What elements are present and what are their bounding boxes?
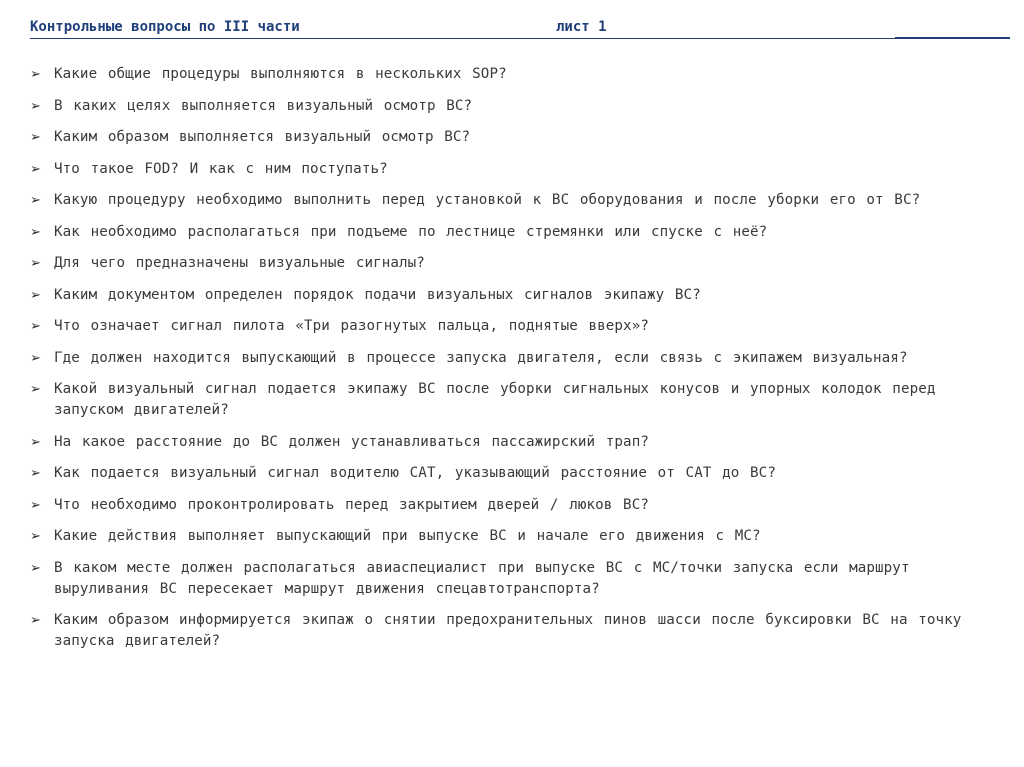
arrow-bullet-icon: ➢	[30, 287, 41, 303]
question-text: Где должен находится выпускающий в процессе запуска двигателя, если связь с экипажем визуальная?	[54, 349, 908, 366]
arrow-bullet-icon: ➢	[30, 560, 41, 576]
arrow-bullet-icon: ➢	[30, 319, 41, 334]
arrow-bullet-icon: ➢	[30, 382, 41, 397]
question-item	[30, 127, 990, 148]
question-item	[30, 190, 990, 211]
arrow-bullet-icon: ➢	[30, 193, 41, 208]
page-header	[30, 19, 1010, 39]
question-text: Что необходимо проконтролировать перед закрытием дверей / люков ВС?	[54, 496, 649, 513]
sheet-number: лист 1	[556, 19, 607, 35]
question-item	[30, 159, 990, 180]
arrow-bullet-icon: ➢	[30, 130, 41, 145]
question-item	[30, 348, 990, 369]
question-item	[30, 610, 990, 652]
question-text: Что такое FOD? И как с ним поступать?	[54, 160, 388, 177]
question-text: В каких целях выполняется визуальный осмотр ВС?	[54, 97, 473, 114]
arrow-bullet-icon: ➢	[30, 224, 41, 240]
arrow-bullet-icon: ➢	[30, 350, 41, 366]
arrow-bullet-icon: ➢	[30, 466, 41, 481]
header-divider-accent	[895, 37, 1010, 39]
question-text: Какую процедуру необходимо выполнить перед установкой к ВС оборудования и после уборки его от ВС?	[54, 192, 921, 208]
arrow-bullet-icon: ➢	[30, 613, 41, 628]
question-text: Каким образом информируется экипаж о снятии предохранительных пинов шасси после буксировки ВС на точку запуска двигателей?	[54, 612, 962, 649]
question-text: Какие действия выполняет выпускающий при выпуске ВС и начале его движения с МС?	[54, 528, 761, 544]
question-item	[30, 253, 990, 274]
question-text: В каком месте должен располагаться авиаспециалист при выпуске ВС с МС/точки запуска если маршрут выруливания ВС пересекает маршрут движения спецавтотранспорта?	[54, 559, 910, 597]
arrow-bullet-icon: ➢	[30, 434, 41, 450]
arrow-bullet-icon: ➢	[30, 67, 41, 82]
question-text: Как подается визуальный сигнал водителю САТ, указывающий расстояние от САТ до ВС?	[54, 465, 776, 481]
question-item	[30, 64, 990, 85]
page-title: Контрольные вопросы по III части	[30, 19, 300, 35]
question-item	[30, 222, 990, 243]
question-text: Для чего предназначены визуальные сигналы?	[54, 255, 425, 271]
question-item	[30, 558, 990, 600]
question-text: Какой визуальный сигнал подается экипажу ВС после уборки сигнальных конусов и упорных колодок перед запуском двигателей?	[54, 381, 936, 418]
arrow-bullet-icon: ➢	[30, 98, 41, 114]
question-text: Каким образом выполняется визуальный осмотр ВС?	[54, 129, 471, 145]
arrow-bullet-icon: ➢	[30, 161, 41, 177]
question-item	[30, 96, 990, 117]
question-item	[30, 285, 990, 306]
header-divider	[30, 38, 1010, 39]
arrow-bullet-icon: ➢	[30, 529, 41, 544]
question-item	[30, 463, 990, 484]
arrow-bullet-icon: ➢	[30, 256, 41, 271]
question-text: На какое расстояние до ВС должен устанавливаться пассажирский трап?	[54, 433, 649, 450]
question-item	[30, 379, 990, 421]
question-item	[30, 495, 990, 516]
question-item	[30, 526, 990, 547]
question-text: Каким документом определен порядок подачи визуальных сигналов экипажу ВС?	[54, 286, 701, 303]
question-item	[30, 432, 990, 453]
question-item	[30, 316, 990, 337]
question-text: Что означает сигнал пилота «Три разогнутых пальца, поднятые вверх»?	[54, 318, 649, 334]
question-text: Как необходимо располагаться при подъеме по лестнице стремянки или спуске с неё?	[54, 223, 768, 240]
question-text: Какие общие процедуры выполняются в нескольких SOP?	[54, 66, 507, 82]
arrow-bullet-icon: ➢	[30, 497, 41, 513]
questions-list	[30, 64, 990, 663]
